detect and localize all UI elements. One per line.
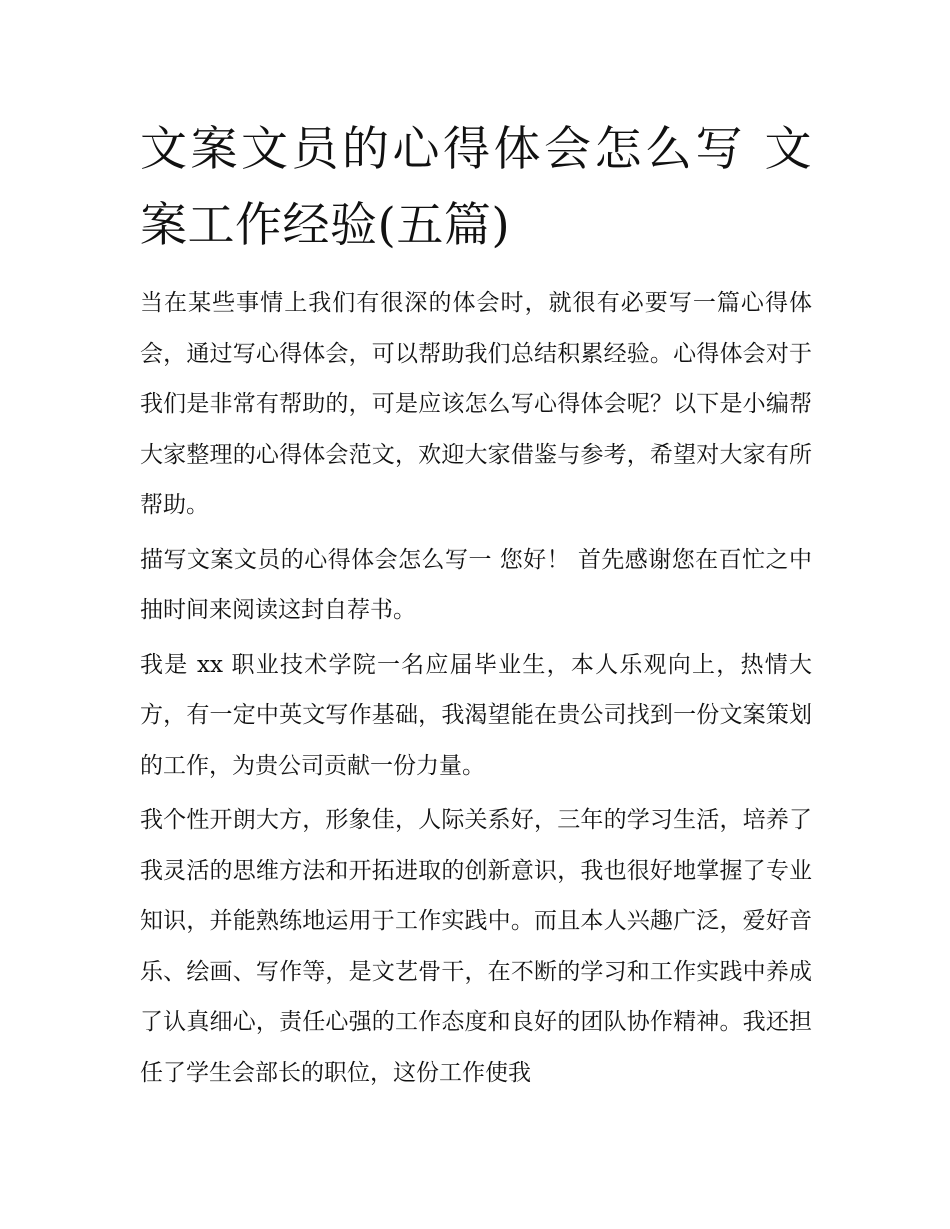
document-page: [140, 112, 812, 1102]
intro-paragraph: 当在某些事情上我们有很深的体会时，就很有必要写一篇心得体会，通过写心得体会，可以帮助我们总结积累经验。心得体会对于我们是非常有帮助的，可是应该怎么写心得体会呢？以下是小编帮大家整理的心得体会范文，欢迎大家借鉴与参考，希望对大家有所帮助。: [140, 290, 812, 518]
document-title: 文案文员的心得体会怎么写 文案工作经验(五篇): [140, 122, 812, 253]
self-introduction-paragraph: 我是 xx 职业技术学院一名应届毕业生，本人乐观向上，热情大方，有一定中英文写作基础，我渴望能在贵公司找到一份文案策划的工作，为贵公司贡献一份力量。: [140, 651, 812, 779]
personality-paragraph: 我个性开朗大方，形象佳，人际关系好，三年的学习生活，培养了我灵活的思维方法和开拓进取的创新意识，我也很好地掌握了专业知识，并能熟练地运用于工作实践中。而且本人兴趣广泛，爱好音乐、绘画、写作等，是文艺骨干，在不断的学习和工作实践中养成了认真细心，责任心强的工作态度和良好的团队协作精神。我还担任了学生会部长的职位，这份工作使我: [140, 807, 812, 1086]
greeting-paragraph: 描写文案文员的心得体会怎么写一 您好！ 首先感谢您在百忙之中抽时间来阅读这封自荐书。: [140, 546, 812, 623]
